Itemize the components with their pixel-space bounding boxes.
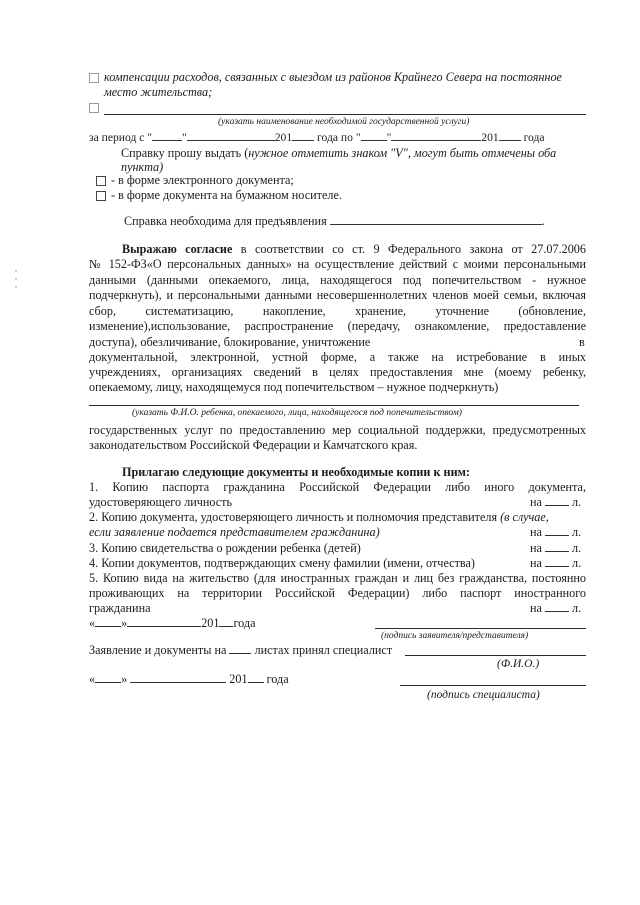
specialist-year-prefix: 201 xyxy=(229,672,248,686)
doc-item-5-sheets-input[interactable] xyxy=(545,611,569,612)
period-to-year[interactable] xyxy=(499,140,521,141)
sheets-prefix: на xyxy=(530,601,542,615)
sheets-prefix: на xyxy=(530,495,542,509)
period-prefix: за период с " xyxy=(89,131,153,144)
option-north-compensation: компенсации расходов, связанных с выездом из районов Крайнего Севера на постоянное xyxy=(104,70,562,84)
option-electronic: - в форме электронного документа; xyxy=(111,173,294,187)
issue-format-text: Справку прошу выдать ( xyxy=(121,146,249,160)
doc-item-3-sheets-input[interactable] xyxy=(545,551,569,552)
caption-specialist: (подпись специалиста) xyxy=(427,689,540,701)
doc-item-5-cont-2: гражданина xyxy=(89,601,151,615)
applicant-year-prefix: 201 xyxy=(201,616,220,630)
applicant-signature-line[interactable] xyxy=(375,628,586,629)
sheets-suffix: л. xyxy=(572,495,582,509)
date-open: « xyxy=(89,672,96,686)
consent-paragraph-cont xyxy=(89,350,586,381)
specialist-signature-line[interactable] xyxy=(400,685,586,686)
accepted-specialist-text: листах принял специалист xyxy=(254,643,393,657)
doc-item-5: 5. Копию вида на жительство (для иностранных граждан и лиц без гражданства, постоянно xyxy=(89,571,586,585)
applicant-date-month[interactable] xyxy=(127,626,201,627)
sheets-suffix: л. xyxy=(572,601,582,615)
issue-format-hint: нужное отметить знаком "V", могут быть отмечены оба xyxy=(248,146,557,160)
consent-bold-start: Выражаю согласие xyxy=(122,242,233,256)
needed-for-label: Справка необходима для предъявления xyxy=(124,214,327,228)
sheets-prefix: на xyxy=(530,541,542,555)
consent-line-5: сбор, систематизацию, накопление, хранение, уточнение (обновление, xyxy=(89,303,586,318)
doc-item-4: 4. Копии документов, подтверждающих смену фамилии (имени, отчества) xyxy=(89,556,475,570)
accepted-sheets-input[interactable] xyxy=(229,653,251,654)
doc-item-2-hint: (в случае, xyxy=(500,510,549,524)
consent-line-9: учреждениях, организациях сведений в целях предоставления мне (моему ребенку, xyxy=(89,365,586,380)
period-line xyxy=(89,130,586,145)
accepted-line xyxy=(89,643,392,658)
docs-heading: Прилагаю следующие документы и необходимые копии к ним: xyxy=(122,465,470,479)
sheets-suffix: л. xyxy=(572,556,582,570)
doc-item-1: 1. Копию паспорта гражданина Российской Федерации либо иного документа, xyxy=(89,480,586,494)
consent-line-3: данными (данными опекаемого, лица, находящегося под попечительством - нужное xyxy=(89,272,586,287)
consent-line-7: доступа), обезличивание, блокирование, уничтожение xyxy=(89,335,371,349)
needed-for-end: . xyxy=(541,214,545,228)
checkbox-north-compensation[interactable] xyxy=(89,73,99,83)
doc-item-2-cont: если заявление подается представителем гражданина) xyxy=(89,525,380,539)
caption-person: (указать Ф.И.О. ребенка, опекаемого, лица, находящегося под попечительством) xyxy=(132,408,462,418)
consent-line-1 xyxy=(89,242,586,257)
doc-item-1-cont: удостоверяющего личность xyxy=(89,495,233,509)
consent-line-2: № 152-ФЗ«О персональных данных» на осуществление действий с моими персональными xyxy=(89,257,586,272)
doc-item-4-sheets xyxy=(530,556,581,571)
date-open: « xyxy=(89,616,96,630)
doc-item-2-sheets xyxy=(530,525,581,540)
consent-after-1: государственных услуг по предоставлению мер социальной поддержки, предусмотренных xyxy=(89,423,586,437)
specialist-name-line[interactable] xyxy=(405,655,586,656)
specialist-date-day[interactable] xyxy=(95,682,121,683)
consent-after-2: законодательством Российской Федерации и Камчатского края. xyxy=(89,438,418,452)
option-north-compensation-cont: место жительства; xyxy=(104,85,213,99)
period-from-year-prefix: 201 xyxy=(274,131,293,144)
checkbox-paper[interactable] xyxy=(96,191,106,201)
period-to-month[interactable] xyxy=(391,140,481,141)
specialist-date-year[interactable] xyxy=(248,682,264,683)
person-name-line[interactable] xyxy=(89,405,579,406)
scan-speck xyxy=(15,270,17,272)
caption-fio: (Ф.И.О.) xyxy=(497,658,540,670)
issue-format-hint-cont: пункта) xyxy=(121,160,164,174)
doc-item-1-sheets-input[interactable] xyxy=(545,505,569,506)
consent-paragraph xyxy=(89,242,586,334)
consent-line-10: опекаемому, лицу, находящемуся под попечительством – нужное подчеркнуть) xyxy=(89,380,499,394)
period-end: года xyxy=(523,131,545,144)
period-quote: " xyxy=(182,131,187,144)
sheets-suffix: л. xyxy=(572,525,582,539)
checkbox-electronic[interactable] xyxy=(96,176,106,186)
period-mid: года по " xyxy=(317,131,361,144)
scan-speck xyxy=(15,278,17,280)
scan-speck xyxy=(15,286,17,288)
doc-item-2-text: 2. Копию документа, удостоверяющего личность и полномочия представителя xyxy=(89,510,498,524)
doc-item-3-sheets xyxy=(530,541,581,556)
consent-line-1-rest: в соответствии со ст. 9 Федерального закона от 27.07.2006 xyxy=(240,242,586,256)
consent-line-7-end: в xyxy=(579,335,585,349)
applicant-date-day[interactable] xyxy=(95,626,121,627)
doc-item-5-cont: проживающих на территории Российской Федерации) либо паспорт иностранного xyxy=(89,586,586,600)
needed-for-line xyxy=(124,214,545,229)
specialist-date xyxy=(89,672,289,687)
doc-item-2 xyxy=(89,510,549,525)
period-quote-2: " xyxy=(386,131,392,144)
date-close: » xyxy=(121,672,128,686)
issue-format-line xyxy=(121,146,556,161)
doc-item-2-sheets-input[interactable] xyxy=(545,535,569,536)
applicant-date xyxy=(89,616,256,631)
service-name-line[interactable] xyxy=(104,114,586,115)
applicant-date-year[interactable] xyxy=(219,626,233,627)
period-to-year-prefix: 201 xyxy=(481,131,499,144)
sheets-prefix: на xyxy=(530,525,542,539)
period-from-day[interactable] xyxy=(152,140,182,141)
specialist-year-suffix: года xyxy=(266,672,289,686)
caption-service: (указать наименование необходимой государственной услуги) xyxy=(218,117,470,127)
doc-item-5-sheets xyxy=(530,601,581,616)
doc-item-1-sheets xyxy=(530,495,581,510)
applicant-year-suffix: года xyxy=(233,616,256,630)
period-to-day[interactable] xyxy=(361,140,387,141)
sheets-prefix: на xyxy=(530,556,542,570)
caption-applicant: (подпись заявителя/представителя) xyxy=(381,631,529,641)
consent-line-4: подчеркнуть), и персональными данными несовершеннолетних членов моей семьи, включая xyxy=(89,288,586,303)
period-from-month[interactable] xyxy=(187,140,275,141)
specialist-date-month[interactable] xyxy=(130,682,226,683)
option-paper: - в форме документа на бумажном носителе. xyxy=(111,188,342,202)
accepted-text: Заявление и документы на xyxy=(89,643,227,657)
checkbox-other-service[interactable] xyxy=(89,103,99,113)
doc-item-4-sheets-input[interactable] xyxy=(545,566,569,567)
sheets-suffix: л. xyxy=(572,541,582,555)
needed-for-input[interactable] xyxy=(330,224,542,225)
consent-line-6: изменение),использование, распространение (передачу, ознакомление, предоставление xyxy=(89,319,586,334)
period-from-year[interactable] xyxy=(292,140,314,141)
date-close: » xyxy=(121,616,128,630)
doc-item-3: 3. Копию свидетельства о рождении ребенка (детей) xyxy=(89,541,361,555)
consent-line-8: документальной, электронной, устной форме, а также на истребование в иных xyxy=(89,350,586,364)
